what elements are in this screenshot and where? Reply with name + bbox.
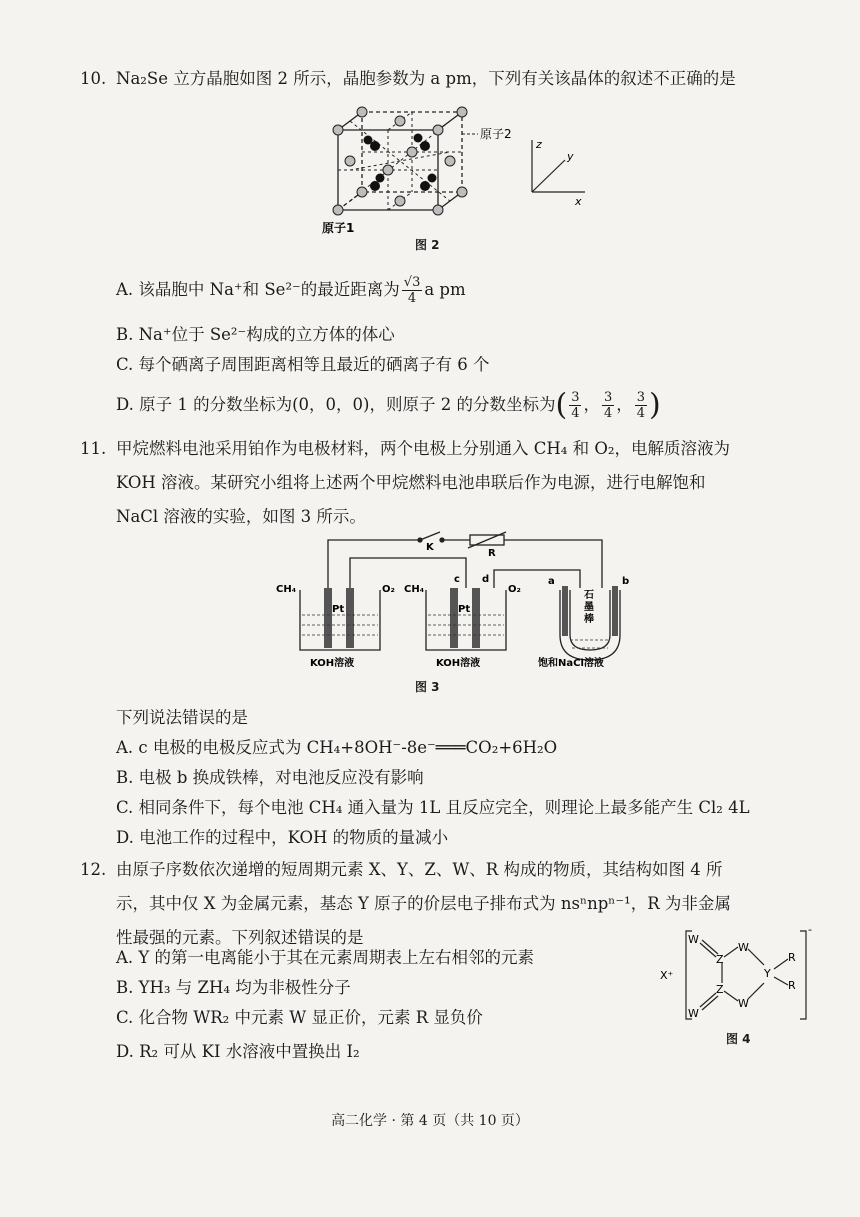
question-stem: Na₂Se 立方晶胞如图 2 所示，晶胞参数为 a pm，下列有关该晶体的叙述不正确的是 bbox=[116, 69, 736, 88]
label-atom-2: 原子2 bbox=[480, 127, 512, 141]
anion-charge: - bbox=[808, 925, 812, 936]
q11-option-c: C. 相同条件下，每个电池 CH₄ 通入量为 1L 且反应完全，则理论上最多能产生 Cl₂ 4L bbox=[116, 798, 750, 817]
q10-option-c: C. 每个硒离子周围距离相等且最近的硒离子有 6 个 bbox=[116, 355, 490, 374]
q10-option-b: B. Na⁺位于 Se²⁻构成的立方体的体心 bbox=[116, 325, 395, 344]
atom-w-4: W bbox=[688, 1007, 699, 1020]
electrode-d-label: d bbox=[482, 574, 490, 585]
o2-inlet-1: O₂ bbox=[382, 584, 395, 595]
electrode-c-label: c bbox=[454, 574, 460, 585]
question-number: 12. bbox=[80, 860, 107, 879]
axis-y-label: y bbox=[567, 150, 574, 163]
o2-inlet-2: O₂ bbox=[508, 584, 521, 595]
option-d-text: D. 原子 1 的分数坐标为(0，0，0)，则原子 2 的分数坐标为 bbox=[116, 395, 556, 414]
coord-z: $\frac{3}{4}$ bbox=[636, 390, 646, 421]
fraction-denominator: 4 bbox=[407, 291, 417, 306]
label-atom-1: 原子1 bbox=[322, 221, 355, 235]
q12-option-d: D. R₂ 可从 KI 水溶液中置换出 I₂ bbox=[116, 1042, 360, 1061]
pt-label-2: Pt bbox=[458, 604, 471, 615]
atom-r-1: R bbox=[788, 951, 796, 964]
figure-2-unit-cell bbox=[320, 100, 600, 255]
nacl-solution-label: 饱和NaCl溶液 bbox=[538, 658, 604, 669]
ch4-inlet-1: CH₄ bbox=[276, 584, 297, 595]
graphite-3: 棒 bbox=[584, 614, 594, 625]
coord-y: $\frac{3}{4}$ bbox=[603, 390, 613, 421]
q10-option-d: D. 原子 1 的分数坐标为(0，0，0)，则原子 2 的分数坐标为( $\frac{3}{4}$ ， $\frac{3}{4}$ ， $\frac{3}{4}$ ) bbox=[116, 387, 661, 423]
question-11 bbox=[80, 432, 730, 534]
question-12 bbox=[80, 853, 731, 955]
atom-z-2: Z bbox=[716, 983, 724, 996]
figure-3-caption: 图 3 bbox=[415, 680, 440, 694]
atom-w-3: W bbox=[738, 997, 749, 1010]
figure-4-caption: 图 4 bbox=[726, 1032, 751, 1046]
q11-prompt: 下列说法错误的是 bbox=[116, 708, 248, 727]
question-number: 10. bbox=[80, 69, 107, 88]
atom-y: Y bbox=[764, 967, 771, 980]
koh-solution-label-1: KOH溶液 bbox=[310, 658, 355, 669]
atom-r-2: R bbox=[788, 979, 796, 992]
axis-x-label: x bbox=[575, 195, 582, 208]
fraction-sqrt3-over-4 bbox=[402, 275, 423, 306]
ch4-inlet-2: CH₄ bbox=[404, 584, 425, 595]
option-a-text: A. 该晶胞中 Na⁺和 Se²⁻的最近距离为 bbox=[116, 280, 400, 299]
page-footer: 高二化学 · 第 4 页（共 10 页） bbox=[331, 1113, 529, 1129]
figure-3-electrolysis-circuit bbox=[270, 530, 650, 670]
pt-label-1: Pt bbox=[332, 604, 345, 615]
electrode-b-label: b bbox=[622, 576, 630, 587]
question-number: 11. bbox=[80, 439, 107, 458]
atom-z-1: Z bbox=[716, 953, 724, 966]
option-a-unit: a pm bbox=[424, 280, 466, 299]
figure-2-caption: 图 2 bbox=[415, 238, 440, 252]
q11-option-b: B. 电极 b 换成铁棒，对电池反应没有影响 bbox=[116, 768, 424, 787]
stem-line-1: 甲烷燃料电池采用铂作为电极材料，两个电极上分别通入 CH₄ 和 O₂，电解质溶液为 bbox=[116, 439, 731, 458]
stem-line-2: 示，其中仅 X 为金属元素，基态 Y 原子的价层电子排布式为 nsⁿnpⁿ⁻¹，R 为非金属 bbox=[116, 894, 731, 913]
figure-4-structure bbox=[650, 925, 820, 1035]
q12-option-a: A. Y 的第一电离能小于其在元素周期表上左右相邻的元素 bbox=[116, 948, 535, 967]
coord-x: $\frac{3}{4}$ bbox=[571, 390, 580, 421]
stem-line-1: 由原子序数依次递增的短周期元素 X、Y、Z、W、R 构成的物质，其结构如图 4 所 bbox=[116, 860, 723, 879]
atom-w-2: W bbox=[738, 941, 749, 954]
stem-line-3: 性最强的元素。下列叙述错误的是 bbox=[116, 928, 364, 947]
stem-line-3: NaCl 溶液的实验，如图 3 所示。 bbox=[116, 507, 366, 526]
stem-line-2: KOH 溶液。某研究小组将上述两个甲烷燃料电池串联后作为电源，进行电解饱和 bbox=[116, 473, 706, 492]
fraction-numerator: √3 bbox=[403, 275, 421, 290]
q12-option-b: B. YH₃ 与 ZH₄ 均为非极性分子 bbox=[116, 978, 351, 997]
q10-option-a bbox=[116, 275, 466, 306]
graphite-2: 墨 bbox=[584, 602, 594, 613]
cation-x: X⁺ bbox=[660, 969, 674, 982]
graphite-1: 石 bbox=[584, 590, 594, 601]
axis-z-label: z bbox=[536, 138, 542, 151]
question-10 bbox=[80, 62, 736, 96]
q12-option-c: C. 化合物 WR₂ 中元素 W 显正价，元素 R 显负价 bbox=[116, 1008, 483, 1027]
atom-w-1: W bbox=[688, 933, 699, 946]
switch-k-label: K bbox=[426, 542, 434, 553]
koh-solution-label-2: KOH溶液 bbox=[436, 658, 481, 669]
electrode-a-label: a bbox=[548, 576, 555, 587]
q11-option-a: A. c 电极的电极反应式为 CH₄+8OH⁻-8e⁻═══CO₂+6H₂O bbox=[116, 738, 558, 757]
resistor-r-label: R bbox=[488, 548, 496, 559]
q11-option-d: D. 电池工作的过程中，KOH 的物质的量减小 bbox=[116, 828, 449, 847]
